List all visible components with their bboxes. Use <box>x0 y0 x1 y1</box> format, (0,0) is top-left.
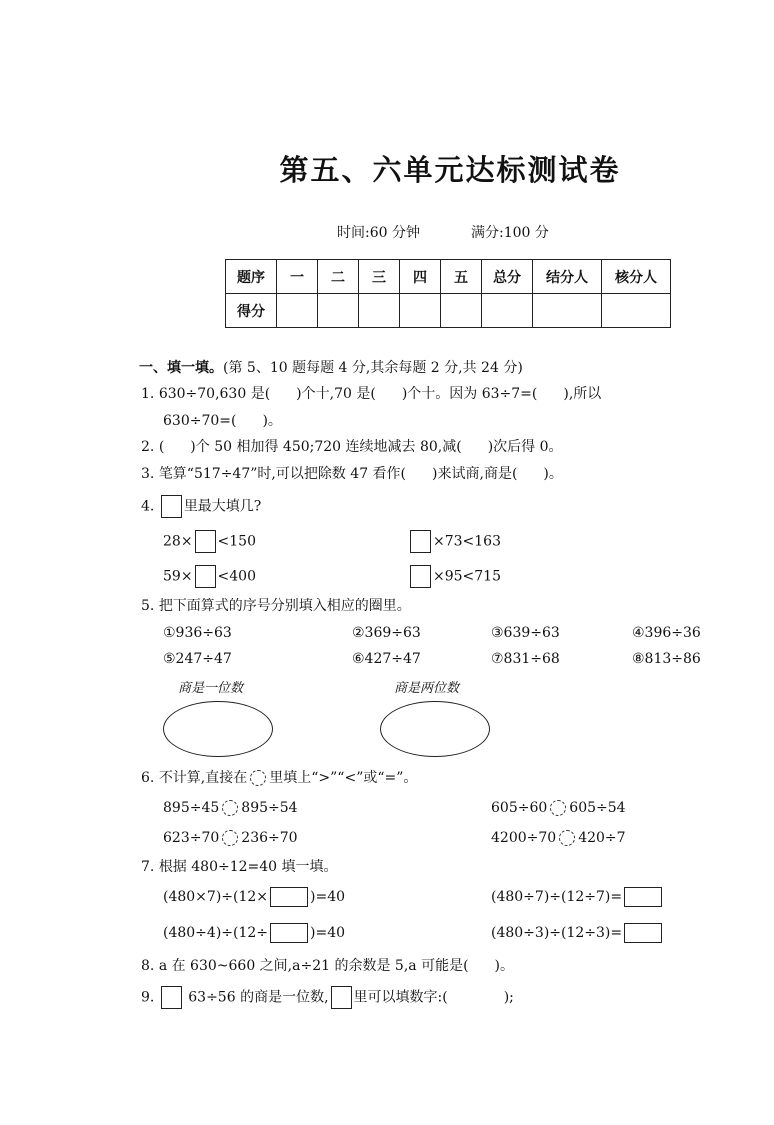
score-header-cell: 五 <box>441 260 482 294</box>
question-text: 里最大填几? <box>183 498 262 515</box>
score-cell[interactable] <box>533 294 602 328</box>
q7-row-1 <box>163 887 345 907</box>
expression-text: <150 <box>217 533 256 550</box>
expression-text: (480×7)÷(12× <box>163 889 269 905</box>
expression-text: 4200÷70 <box>491 830 557 846</box>
question-text: ); <box>503 989 514 1006</box>
expression-text: <400 <box>217 568 256 585</box>
question-2 <box>141 437 563 457</box>
q6-compare-3 <box>163 828 298 848</box>
q5-item-7: ⑦831÷68 <box>491 651 560 667</box>
question-text: a 在 630~660 之间,a÷21 的余数是 5,a 可能是( <box>158 958 469 974</box>
q6-compare-4 <box>491 828 626 848</box>
answer-box[interactable] <box>410 565 431 588</box>
q4-expression-2 <box>408 530 501 553</box>
question-1 <box>141 384 601 404</box>
score-header-cell: 二 <box>318 260 359 294</box>
question-4 <box>141 495 261 518</box>
section-number: 一、 <box>139 360 167 376</box>
question-6 <box>141 768 417 788</box>
answer-box[interactable] <box>331 986 352 1009</box>
question-8 <box>141 956 514 976</box>
question-text: )。 <box>494 958 515 974</box>
answer-oval-single-digit[interactable] <box>163 701 273 757</box>
section-name: 填一填。 <box>167 360 223 376</box>
q5-item-6: ⑥427÷47 <box>352 651 421 667</box>
question-3 <box>141 464 563 484</box>
question-number: 1. <box>141 386 155 402</box>
score-header-cell: 核分人 <box>602 260 671 294</box>
question-text: )个十。因为 63÷7=( <box>401 386 538 402</box>
expression-text: ×95<715 <box>433 568 501 585</box>
answer-oval-double-digit[interactable] <box>380 701 490 757</box>
question-text: )来试商,商是( <box>432 466 518 482</box>
answer-box[interactable] <box>161 495 182 518</box>
expression-text: (480÷4)÷(12÷ <box>163 925 269 941</box>
score-header-cell: 题序 <box>226 260 277 294</box>
expression-text: (480÷7)÷(12÷7)= <box>491 889 623 905</box>
compare-circle[interactable] <box>550 800 566 816</box>
question-number: 9. <box>141 989 155 1006</box>
expression-text: 28× <box>163 533 193 550</box>
question-text: )。 <box>262 413 282 429</box>
time-limit: 时间:60 分钟 <box>337 225 420 241</box>
question-text: 笔算“517÷47”时,可以把除数 47 看作( <box>158 466 407 482</box>
question-number: 3. <box>141 466 155 482</box>
section-note: (第 5、10 题每题 4 分,其余每题 2 分,共 24 分) <box>223 360 523 376</box>
answer-box[interactable] <box>624 923 662 943</box>
answer-box[interactable] <box>270 923 308 943</box>
q5-item-1: ①936÷63 <box>163 625 232 641</box>
expression-text: 605÷54 <box>569 800 626 816</box>
question-number: 7. <box>141 859 155 875</box>
question-text: 根据 480÷12=40 填一填。 <box>158 859 338 875</box>
score-header-cell: 总分 <box>482 260 533 294</box>
q4-expression-3 <box>163 565 256 588</box>
q4-expression-1 <box>163 530 256 553</box>
q7-row-3 <box>163 923 345 943</box>
q6-compare-1 <box>163 798 298 818</box>
question-number: 8. <box>141 958 155 974</box>
score-cell[interactable] <box>482 294 533 328</box>
q5-item-2: ②369÷63 <box>352 625 421 641</box>
question-5 <box>141 596 411 616</box>
expression-text: 420÷7 <box>578 830 626 846</box>
answer-box[interactable] <box>410 530 431 553</box>
score-cell[interactable] <box>277 294 318 328</box>
question-text: 把下面算式的序号分别填入相应的圈里。 <box>158 598 411 614</box>
score-cell[interactable] <box>400 294 441 328</box>
question-text: 630÷70,630 是( <box>158 386 271 402</box>
question-text: ),所以 <box>563 386 602 402</box>
question-number: 6. <box>141 770 155 786</box>
q7-row-2 <box>491 887 664 907</box>
q4-expression-4 <box>408 565 501 588</box>
question-text: )次后得 0。 <box>487 439 563 455</box>
full-score: 满分:100 分 <box>471 225 549 241</box>
expression-text: 236÷70 <box>241 830 298 846</box>
compare-circle[interactable] <box>559 830 575 846</box>
answer-box[interactable] <box>195 565 216 588</box>
question-text: )个 50 相加得 450;720 连续地减去 80,减( <box>190 439 462 455</box>
score-header-cell: 一 <box>277 260 318 294</box>
q5-item-3: ③639÷63 <box>491 625 560 641</box>
oval-label-single-digit: 商是一位数 <box>178 681 244 696</box>
expression-text: 895÷45 <box>163 800 220 816</box>
question-text: 里可以填数字:( <box>353 989 448 1006</box>
q5-item-8: ⑧813÷86 <box>632 651 701 667</box>
score-header-cell: 三 <box>359 260 400 294</box>
expression-text: 59× <box>163 568 193 585</box>
compare-circle[interactable] <box>222 800 238 816</box>
answer-box[interactable] <box>195 530 216 553</box>
expression-text: 623÷70 <box>163 830 220 846</box>
question-9 <box>141 986 514 1009</box>
compare-circle[interactable] <box>222 830 238 846</box>
score-table-header-row <box>226 260 671 294</box>
question-number: 2. <box>141 439 155 455</box>
score-table <box>225 259 671 328</box>
question-text: )。 <box>543 466 563 482</box>
score-cell[interactable] <box>602 294 671 328</box>
answer-box[interactable] <box>270 887 308 907</box>
score-header-cell: 结分人 <box>533 260 602 294</box>
answer-box[interactable] <box>624 887 662 907</box>
question-text: 不计算,直接在 <box>158 770 248 786</box>
answer-box[interactable] <box>161 986 182 1009</box>
q6-compare-2 <box>491 798 626 818</box>
score-cell[interactable] <box>359 294 400 328</box>
question-text: 630÷70=( <box>163 413 237 429</box>
question-7 <box>141 857 338 877</box>
score-table-score-row <box>226 294 671 328</box>
q7-row-4 <box>491 923 664 943</box>
expression-text: (480÷3)÷(12÷3)= <box>491 925 623 941</box>
question-1-line-2 <box>163 411 282 431</box>
expression-text: 605÷60 <box>491 800 548 816</box>
expression-text: )=40 <box>310 889 346 905</box>
page-title: 第五、六单元达标测试卷 <box>279 153 621 187</box>
score-cell[interactable] <box>318 294 359 328</box>
question-text: )个十,70 是( <box>296 386 376 402</box>
question-text: ( <box>158 439 165 455</box>
question-text: 63÷56 的商是一位数, <box>188 989 329 1006</box>
score-row-label: 得分 <box>226 294 277 328</box>
compare-circle-icon <box>250 770 266 786</box>
q5-item-5: ⑤247÷47 <box>163 651 232 667</box>
question-text: 里填上“>”“<”或“=”。 <box>269 770 418 786</box>
expression-text: )=40 <box>310 925 346 941</box>
expression-text: ×73<163 <box>433 533 501 550</box>
q5-item-4: ④396÷36 <box>632 625 701 641</box>
score-cell[interactable] <box>441 294 482 328</box>
question-number: 4. <box>141 498 155 515</box>
expression-text: 895÷54 <box>241 800 298 816</box>
section-1-heading <box>139 357 523 377</box>
oval-label-double-digit: 商是两位数 <box>394 681 460 696</box>
score-header-cell: 四 <box>400 260 441 294</box>
question-number: 5. <box>141 598 155 614</box>
